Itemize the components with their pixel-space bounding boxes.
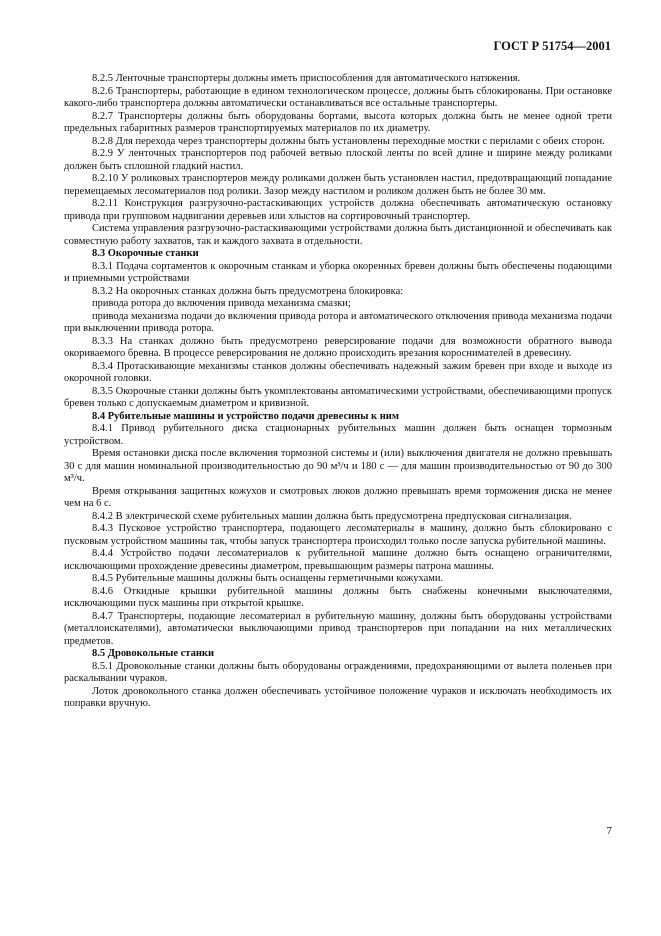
paragraph: 8.2.11 Конструкция разгрузочно-растаскивающих устройств должна обеспечивать автоматическую остановку привода при групповом надвигании деревьев или хлыстов на сортировочный транспортер. [64, 198, 612, 222]
paragraph: 8.4.1 Привод рубительного диска стационарных рубительных машин должен быть оснащен тормозным устройством. [64, 423, 612, 447]
paragraph: 8.4.7 Транспортеры, подающие лесоматериал в рубительную машину, должны быть оборудованы устройствами (металлоискателями), автоматически выключающими привод транспортеров при попадании на них металлических предметов. [64, 610, 612, 647]
document-body [64, 73, 612, 711]
paragraph: 8.2.10 У роликовых транспортеров между роликами должен быть установлен настил, предотвращающий попадание перемещаемых лесоматериалов под ролики. Зазор между настилом и роликом должен быть не более 30 мм. [64, 173, 612, 197]
paragraph: 8.3.2 На окорочных станках должна быть предусмотрена блокировка: [92, 285, 404, 297]
section-heading: 8.3 Окорочные станки [92, 248, 199, 259]
paragraph: Время остановки диска после включения тормозной системы и (или) выключения двигателя не должно превышать 30 с для машин номинальной производительностью до 90 м³/ч и 180 с — для машин производительностью от 90 до 300 м³/ч. [64, 448, 612, 484]
paragraph: 8.4.6 Откидные крышки рубительной машины должны быть снабжены конечными выключателями, исключающими пуск машины при открытой крышке. [64, 585, 612, 609]
page-number: 7 [606, 825, 612, 837]
paragraph: Система управления разгрузочно-растаскивающими устройствами должна быть дистанционной и обеспечивать как совместную работу захватов, так и каждого захвата в отдельности. [64, 223, 612, 247]
paragraph: 8.4.5 Рубительные машины должны быть оснащены герметичными кожухами. [92, 573, 444, 584]
paragraph: 8.2.6 Транспортеры, работающие в едином технологическом процессе, должны быть сблокированы. При остановке какого-либо транспортера должны автоматически останавливаться все остальные транспортеры. [64, 85, 612, 109]
paragraph: Лоток дровокольного станка должен обеспечивать устойчивое положение чураков и исключать необходимость их поправки вручную. [64, 685, 612, 709]
paragraph: 8.3.3 На станках должно быть предусмотрено реверсирование подачи для возможности обратного вывода окориваемого бревна. В процессе реверсирования не должно происходить врезания короснимателей в древесину. [64, 335, 612, 359]
paragraph: привода механизма подачи до включения привода ротора и автоматического отключения привода механизма подачи при выключении привода ротора. [64, 310, 612, 334]
paragraph: 8.4.2 В электрической схеме рубительных машин должна быть предусмотрена предпусковая сигнализация. [92, 510, 572, 522]
section-heading: 8.4 Рубительные машины и устройство подачи древесины к ним [92, 410, 399, 422]
paragraph: 8.2.5 Ленточные транспортеры должны иметь приспособления для автоматического натяжения. [92, 73, 521, 84]
paragraph: 8.4.4 Устройство подачи лесоматериалов к рубительной машине должно быть оснащено ограничителями, исключающими прохождение древесины диаметром, превышающим размеры патрона машины. [64, 548, 612, 572]
paragraph: 8.4.3 Пусковое устройство транспортера, подающего лесоматериалы в машину, должно быть сблокировано с пусковым устройством машины так, чтобы запуск транспортера происходил только после запуска рубительной машины. [64, 523, 612, 547]
paragraph: 8.5.1 Дровокольные станки должны быть оборудованы ограждениями, предохраняющими от вылета поленьев при раскалывании чураков. [64, 660, 612, 684]
paragraph: 8.3.4 Протаскивающие механизмы станков должны обеспечивать надежный зажим бревен при входе и выходе из окорочной головки. [64, 360, 612, 384]
paragraph: привода ротора до включения привода механизма смазки; [92, 298, 351, 309]
paragraph: Время открывания защитных кожухов и смотровых люков должно превышать время торможения диска не менее чем на 6 с. [64, 485, 612, 509]
section-heading: 8.5 Дровокольные станки [92, 648, 214, 659]
paragraph: 8.2.8 Для перехода через транспортеры должны быть установлены переходные мостки с перилами с обеих сторон. [92, 135, 605, 147]
document-id-header: ГОСТ Р 51754—2001 [493, 39, 611, 53]
paragraph: 8.3.1 Подача сортаментов к окорочным станкам и уборка окоренных бревен должны быть обеспечены подающими и приемными устройствами [64, 260, 612, 284]
paragraph: 8.3.5 Окорочные станки должны быть укомплектованы автоматическими устройствами, обеспечивающими пропуск бревен только с допускаемым диаметром и кривизной. [64, 385, 612, 409]
paragraph: 8.2.9 У ленточных транспортеров под рабочей ветвью плоской ленты по всей длине и ширине между роликами должен быть сплошной гладкий настил. [64, 148, 612, 172]
paragraph: 8.2.7 Транспортеры должны быть оборудованы бортами, высота которых должна быть не менее одной трети предельных габаритных размеров транспортируемых материалов по их диаметру. [64, 110, 612, 134]
